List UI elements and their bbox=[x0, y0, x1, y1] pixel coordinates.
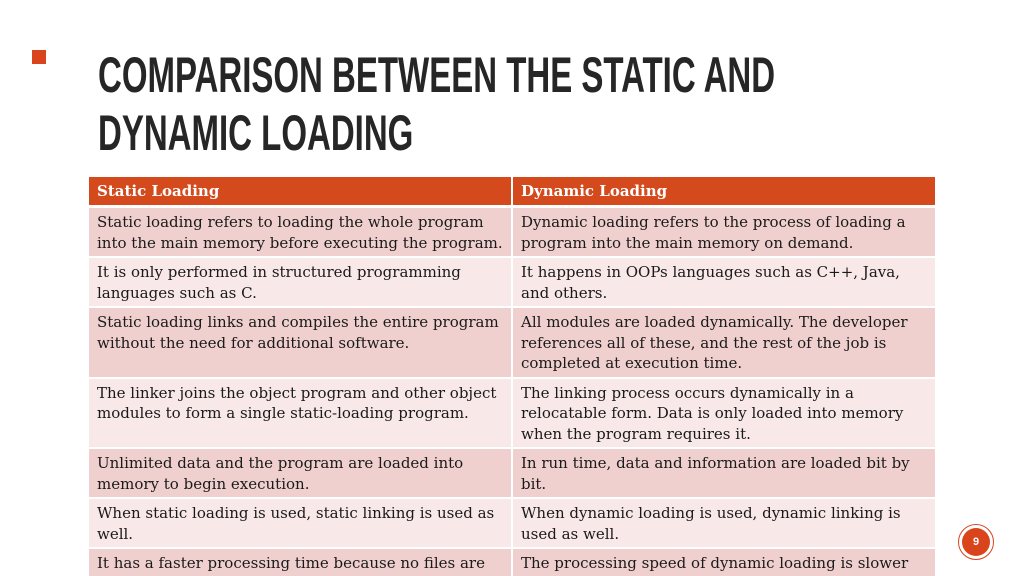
page-number: 9 bbox=[962, 528, 990, 556]
slide-title bbox=[98, 46, 776, 162]
dynamic-cell: When dynamic loading is used, dynamic linking is used as well. bbox=[512, 498, 935, 548]
dynamic-cell: All modules are loaded dynamically. The developer references all of these, and the rest of the job is completed at execution time. bbox=[512, 307, 935, 378]
comparison-table-container bbox=[89, 177, 935, 576]
accent-bullet bbox=[32, 50, 46, 64]
static-cell: When static loading is used, static linking is used as well. bbox=[89, 498, 512, 548]
dynamic-cell: The processing speed of dynamic loading is slower bbox=[512, 548, 935, 576]
table-row bbox=[89, 207, 935, 258]
dynamic-cell: In run time, data and information are loaded bit by bit. bbox=[512, 448, 935, 498]
static-cell: It is only performed in structured programming languages such as C. bbox=[89, 257, 512, 307]
table-row bbox=[89, 307, 935, 378]
comparison-table bbox=[89, 177, 935, 576]
static-cell: Static loading links and compiles the entire program without the need for additional software. bbox=[89, 307, 512, 378]
slide-title-line-1: COMPARISON BETWEEN THE STATIC AND bbox=[98, 47, 776, 103]
dynamic-cell: Dynamic loading refers to the process of loading a program into the main memory on demand. bbox=[512, 207, 935, 258]
table-row bbox=[89, 257, 935, 307]
static-cell: Unlimited data and the program are loaded into memory to begin execution. bbox=[89, 448, 512, 498]
header-dynamic-loading: Dynamic Loading bbox=[512, 177, 935, 207]
table-row bbox=[89, 378, 935, 449]
static-cell: The linker joins the object program and other object modules to form a single static-loading program. bbox=[89, 378, 512, 449]
page-number-badge bbox=[958, 524, 994, 560]
table-row bbox=[89, 448, 935, 498]
dynamic-cell: It happens in OOPs languages such as C++, Java, and others. bbox=[512, 257, 935, 307]
table-header-row bbox=[89, 177, 935, 207]
slide-title-line-2: DYNAMIC LOADING bbox=[98, 105, 414, 161]
table-row bbox=[89, 498, 935, 548]
static-cell: Static loading refers to loading the whole program into the main memory before executing the program. bbox=[89, 207, 512, 258]
static-cell: It has a faster processing time because no files are bbox=[89, 548, 512, 576]
table-row bbox=[89, 548, 935, 576]
dynamic-cell: The linking process occurs dynamically in a relocatable form. Data is only loaded into memory when the program requires it. bbox=[512, 378, 935, 449]
header-static-loading: Static Loading bbox=[89, 177, 512, 207]
